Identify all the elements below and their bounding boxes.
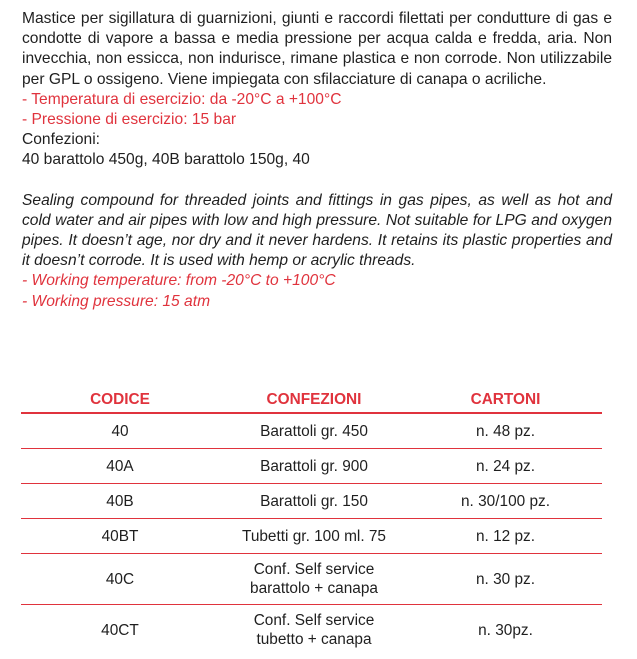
italian-description: Mastice per sigillatura di guarnizioni, giunti e raccordi filettati per condutture di gas e condotte di vapore a bassa e media pressione per acqua calda e fredda, aria. Non invecchia, non essicca, non indurisce, rimane plastica e non corrode. Non utilizzabile per GPL o ossigeno. Viene impiegata con sfilacciature di canapa o acriliche. <box>22 10 612 88</box>
table-row <box>21 519 602 554</box>
table-row <box>21 484 602 519</box>
row-pack: Barattoli gr. 450 <box>219 413 409 449</box>
row-pack: Barattoli gr. 900 <box>219 449 409 484</box>
row-box: n. 30pz. <box>478 621 533 639</box>
header-codice: CODICE <box>21 388 219 413</box>
row-pack-line2: tubetto + canapa <box>256 631 372 648</box>
packaging-label: Confezioni: <box>22 131 101 149</box>
row-pack-line2: barattolo + canapa <box>250 580 378 597</box>
row-box: n. 30 pz. <box>409 554 602 605</box>
row-code: 40B <box>21 484 219 519</box>
row-box: n. 48 pz. <box>409 413 602 449</box>
italian-temperature: - Temperatura di esercizio: da -20°C a +100°C <box>22 90 342 108</box>
spacer <box>22 171 612 191</box>
row-code: 40 <box>21 413 219 449</box>
table-row <box>21 413 602 449</box>
table-row <box>21 449 602 484</box>
row-box: n. 12 pz. <box>409 519 602 554</box>
english-description: Sealing compound for threaded joints and fittings in gas pipes, as well as hot and cold water and air pipes with low and high pressure. Not suitable for LPG and oxygen pipes. It doesn’t age, nor dry and it never hardens. It retains its plastic properties and it doesn’t corrode. It is used with hemp or acrylic threads. <box>22 191 612 270</box>
english-pressure: - Working pressure: 15 atm <box>22 292 211 310</box>
row-pack <box>219 605 409 656</box>
header-confezioni: CONFEZIONI <box>219 388 409 413</box>
row-code: 40A <box>21 449 219 484</box>
table-row <box>21 605 602 656</box>
row-pack: Tubetti gr. 100 ml. 75 <box>219 519 409 554</box>
packaging-value: 40 barattolo 450g, 40B barattolo 150g, 40 <box>22 151 310 169</box>
row-code: 40CT <box>101 621 139 639</box>
row-pack: Barattoli gr. 150 <box>219 484 409 519</box>
row-code: 40C <box>21 554 219 605</box>
italian-pressure: - Pressione di esercizio: 15 bar <box>22 111 237 129</box>
table-row <box>21 554 602 605</box>
header-cartoni: CARTONI <box>409 388 602 413</box>
row-box: n. 30/100 pz. <box>409 484 602 519</box>
document-body <box>22 9 612 312</box>
table-header-row <box>21 388 602 413</box>
row-pack-line1: Conf. Self service <box>253 561 375 578</box>
row-code: 40BT <box>21 519 219 554</box>
row-pack <box>219 554 409 605</box>
row-pack-line1: Conf. Self service <box>253 612 375 629</box>
row-box: n. 24 pz. <box>409 449 602 484</box>
english-temperature: - Working temperature: from -20°C to +100°C <box>22 272 336 290</box>
product-table <box>21 388 602 655</box>
